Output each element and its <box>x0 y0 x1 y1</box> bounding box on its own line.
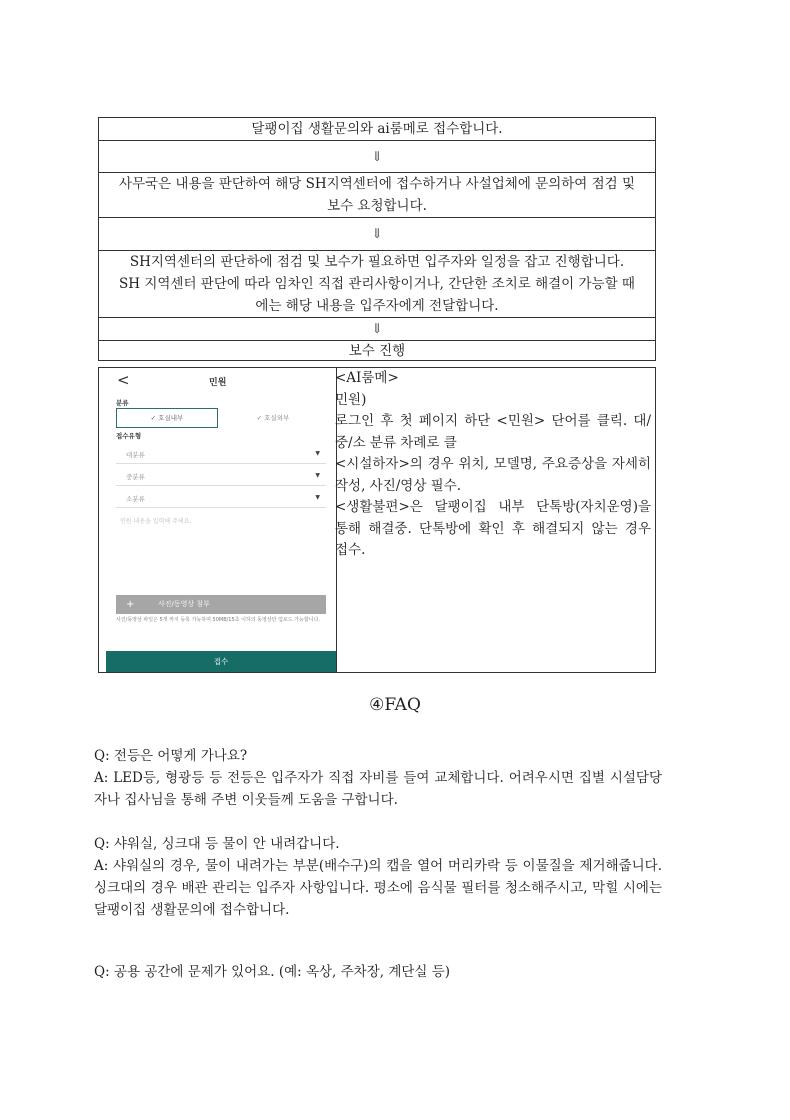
chevron-down-icon: ▼ <box>315 494 320 501</box>
flow-arrow-icon: ⇓ <box>99 318 656 341</box>
flow-step-3-line-2: SH 지역센터 판단에 따라 임차인 직접 관리사항이거나, 간단한 조치로 해결이 가능할 때에는 해당 내용을 입주자에게 전달합니다. <box>119 276 635 314</box>
type-label: 접수유형 <box>116 432 142 440</box>
ai-roommate-description <box>335 368 651 562</box>
location-toggle <box>116 408 326 428</box>
ai-room-paragraph-2: <시설하자>의 경우 위치, 모델명, 주요증상을 자세히 작성, 사진/영상 필수. <box>335 456 651 494</box>
attach-media-button[interactable] <box>116 595 326 614</box>
back-icon[interactable]: < <box>117 371 130 389</box>
flow-step-3-line-1: SH지역센터의 판단하에 점검 및 보수가 필요하면 입주자와 일정을 잡고 진행합니다. <box>129 254 625 270</box>
faq-question-2: Q: 샤워실, 싱크대 등 물이 안 내려갑니다. <box>94 836 340 852</box>
ai-room-heading: <AI룸메> <box>335 370 399 386</box>
tab-inside-room[interactable]: ✓ 호실내부 <box>116 408 218 428</box>
ai-room-paragraph-3: <생활불편>은 달팽이집 내부 단톡방(자치운영)을 통해 해결중. 단톡방에 확인 후 해결되지 않는 경우 접수. <box>335 499 651 558</box>
flow-arrow-icon: ⇓ <box>99 141 656 173</box>
chevron-down-icon: ▼ <box>315 450 320 457</box>
upload-note: 사진/동영상 파일은 5개 까지 등록 가능하며 50MB/15초 이하의 동영상만 업로드 가능합니다. <box>116 617 320 623</box>
flow-step-2: 사무국은 내용을 판단하여 해당 SH지역센터에 접수하거나 사설업체에 문의하여 점검 및 보수 요청합니다. <box>99 173 656 218</box>
complaint-textarea[interactable]: 민원 내용을 입력해 주세요. <box>120 518 192 525</box>
flow-arrow-icon: ⇓ <box>99 218 656 251</box>
flow-step-3 <box>99 251 656 318</box>
submit-button[interactable]: 접수 <box>106 651 336 672</box>
middle-category-value: 중분류 <box>126 473 145 481</box>
flow-step-4: 보수 진행 <box>99 341 656 361</box>
minor-category-select[interactable] <box>116 489 326 508</box>
faq-question-1: Q: 전등은 어떻게 가나요? <box>94 748 248 764</box>
major-category-value: 대분류 <box>126 451 145 459</box>
faq-answer-2: A: 샤워실의 경우, 물이 내려가는 부분(배수구)의 캡을 열어 머리카락 등 이물질을 제거해줍니다. 싱크대의 경우 배관 관리는 입주자 사항입니다. 평소에 음식물 필터를 청소해주시고, 막힐 시에는 달팽이집 생활문의에 접수합니다. <box>94 858 662 918</box>
plus-icon: + <box>126 599 135 610</box>
ai-roommate-section <box>98 367 656 673</box>
ai-room-subheading: 민원) <box>335 391 367 408</box>
minor-category-value: 소분류 <box>126 495 145 503</box>
screen-title: 민원 <box>209 378 227 388</box>
complaint-screen-screenshot <box>99 368 337 672</box>
category-label: 분류 <box>116 399 129 407</box>
ai-room-paragraph-1: 로그인 후 첫 페이지 하단 <민원> 단어를 클릭. 대/중/소 분류 차례로 클 <box>335 413 651 451</box>
process-flow-table <box>98 117 656 361</box>
middle-category-select[interactable] <box>116 467 326 486</box>
major-category-select[interactable] <box>116 445 326 464</box>
faq-title: ④FAQ <box>369 695 421 715</box>
faq-question-3: Q: 공용 공간에 문제가 있어요. (예: 옥상, 주차장, 계단실 등) <box>94 964 451 980</box>
chevron-down-icon: ▼ <box>315 472 320 479</box>
tab-outside-room[interactable]: ✓ 호실외부 <box>256 414 290 422</box>
attach-media-label: 사진/동영상 첨부 <box>158 600 210 608</box>
faq-answer-1: A: LED등, 형광등 등 전등은 입주자가 직접 자비를 들여 교체합니다. 어려우시면 집별 시설담당자나 집사님을 통해 주변 이웃들께 도움을 구합니다. <box>94 770 662 808</box>
flow-step-1: 달팽이집 생활문의와 ai룸메로 접수합니다. <box>99 118 656 141</box>
